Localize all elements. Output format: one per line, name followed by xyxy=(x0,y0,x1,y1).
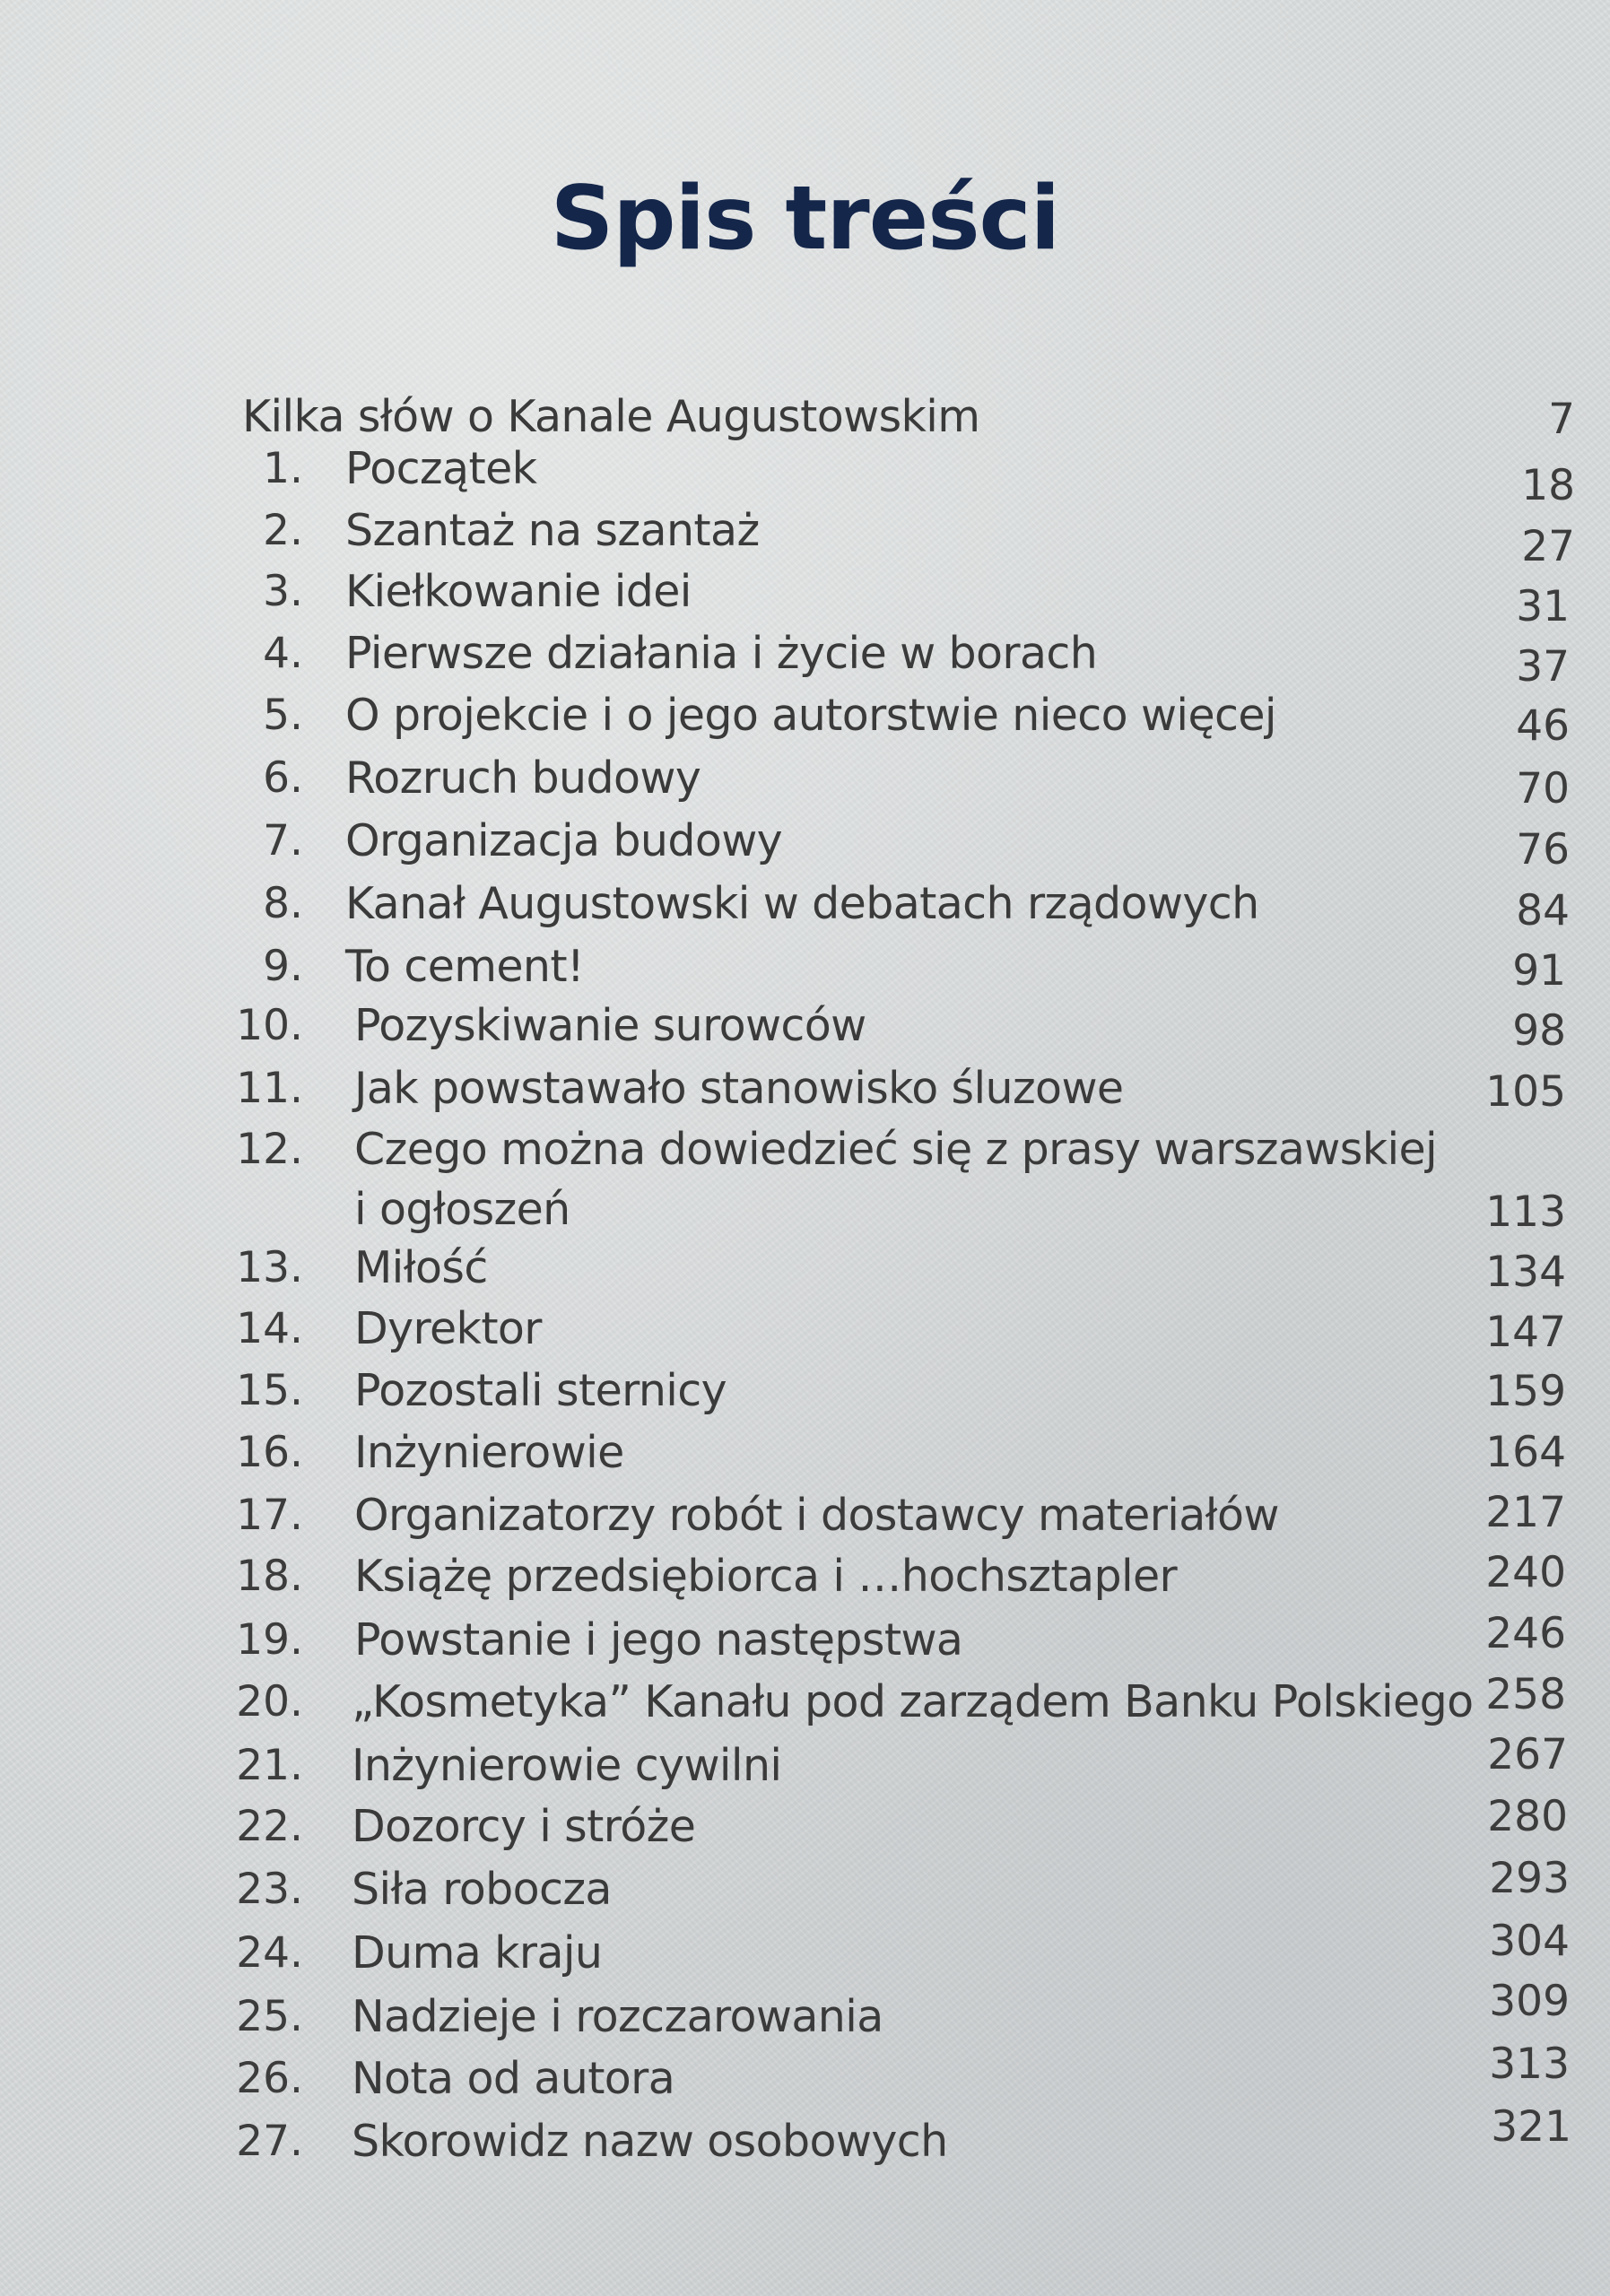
toc-entry-number: 8. xyxy=(263,879,303,928)
toc-entry-number: 1. xyxy=(263,444,303,493)
toc-entry-page-number: 7 xyxy=(1548,395,1575,444)
toc-entry-page-number: 134 xyxy=(1485,1248,1566,1297)
toc-entry-page-number: 217 xyxy=(1485,1488,1566,1537)
toc-entry-title: „Kosmetyka” Kanału pod zarządem Banku Polskiego xyxy=(352,1676,1474,1727)
toc-entry-number: 25. xyxy=(236,1992,303,2041)
toc-entry-number: 24. xyxy=(236,1928,303,1978)
toc-entry-page-number: 240 xyxy=(1485,1548,1566,1597)
toc-entry-title: Nota od autora xyxy=(352,2053,675,2104)
toc-entry-number: 16. xyxy=(236,1428,303,1477)
toc-entry-page-number: 159 xyxy=(1485,1367,1566,1416)
toc-entry-title: To cement! xyxy=(345,941,585,992)
toc-entry-title-continued: i ogłoszeń xyxy=(354,1184,570,1235)
toc-entry-title: Organizacja budowy xyxy=(345,815,783,866)
toc-entry-page-number: 313 xyxy=(1489,2039,1570,2089)
toc-entry-page-number: 258 xyxy=(1485,1670,1566,1719)
toc-entry-page-number: 46 xyxy=(1516,701,1570,751)
toc-entry-page-number: 31 xyxy=(1516,582,1570,631)
toc-entry-title: Kiełkowanie idei xyxy=(345,566,692,617)
toc-entry-title: Pozyskiwanie surowców xyxy=(354,1000,866,1051)
toc-entry-title: Książę przedsiębiorca i …hochsztapler xyxy=(354,1551,1178,1602)
toc-entry-title: Inżynierowie cywilni xyxy=(352,1740,782,1791)
toc-entry-page-number: 309 xyxy=(1489,1977,1570,2026)
toc-entry-title: Nadzieje i rozczarowania xyxy=(352,1991,883,2042)
toc-entry-number: 3. xyxy=(263,567,303,616)
toc-entry-page-number: 91 xyxy=(1512,946,1566,996)
toc-entry-page-number: 70 xyxy=(1516,764,1570,813)
toc-entry-number: 15. xyxy=(236,1366,303,1415)
toc-entry-page-number: 321 xyxy=(1491,2102,1571,2152)
toc-entry-page-number: 280 xyxy=(1487,1792,1568,1841)
toc-entry-page-number: 98 xyxy=(1512,1006,1566,1056)
toc-entry-title: Organizatorzy robót i dostawcy materiałów xyxy=(354,1490,1279,1541)
toc-entry-title: Inżynierowie xyxy=(354,1427,624,1478)
toc-entry-number: 20. xyxy=(236,1677,303,1726)
toc-entry-page-number: 105 xyxy=(1485,1067,1566,1117)
toc-entry-number: 2. xyxy=(263,506,303,555)
page-title: Spis treści xyxy=(550,168,1060,270)
toc-entry-title: Pierwsze działania i życie w borach xyxy=(345,628,1098,679)
toc-entry-page-number: 147 xyxy=(1485,1308,1566,1357)
toc-entry-page-number: 18 xyxy=(1521,461,1575,510)
toc-entry-number: 9. xyxy=(263,942,303,991)
toc-entry-page-number: 84 xyxy=(1516,886,1570,935)
toc-entry-title: Początek xyxy=(345,443,537,494)
toc-entry-title: Rozruch budowy xyxy=(345,752,701,804)
toc-entry-page-number: 113 xyxy=(1485,1187,1566,1237)
toc-entry-number: 22. xyxy=(236,1802,303,1851)
toc-entry-title: Szantaż na szantaż xyxy=(345,505,760,556)
toc-entry-title: Dyrektor xyxy=(354,1303,542,1354)
toc-entry-page-number: 304 xyxy=(1489,1917,1570,1966)
toc-entry-page-number: 37 xyxy=(1516,642,1570,691)
toc-entry-number: 21. xyxy=(236,1741,303,1790)
toc-entry-number: 6. xyxy=(263,753,303,803)
toc-entry-number: 7. xyxy=(263,816,303,865)
toc-entry-number: 13. xyxy=(236,1243,303,1292)
toc-entry-title: Czego można dowiedzieć się z prasy warszawskiej xyxy=(354,1124,1438,1175)
toc-entry-number: 11. xyxy=(236,1064,303,1113)
toc-entry-number: 26. xyxy=(236,2054,303,2103)
toc-entry-title: Siła robocza xyxy=(352,1864,612,1915)
toc-entry-title: Powstanie i jego następstwa xyxy=(354,1614,963,1665)
toc-entry-title: Skorowidz nazw osobowych xyxy=(352,2116,948,2167)
toc-entry-number: 18. xyxy=(236,1552,303,1601)
toc-entry-number: 23. xyxy=(236,1865,303,1914)
toc-entry-title: Miłość xyxy=(354,1242,488,1293)
toc-entry-number: 17. xyxy=(236,1491,303,1540)
toc-entry-number: 5. xyxy=(263,691,303,740)
toc-entry-number: 19. xyxy=(236,1615,303,1665)
toc-entry-number: 12. xyxy=(236,1125,303,1174)
toc-entry-title: Duma kraju xyxy=(352,1927,603,1979)
toc-entry-number: 14. xyxy=(236,1304,303,1353)
toc-entry-title: Pozostali sternicy xyxy=(354,1365,727,1416)
toc-entry-page-number: 293 xyxy=(1489,1854,1570,1903)
toc-entry-page-number: 246 xyxy=(1485,1609,1566,1658)
toc-entry-title: Kanał Augustowski w debatach rządowych xyxy=(345,878,1259,929)
toc-entry-page-number: 164 xyxy=(1485,1428,1566,1477)
toc-entry-page-number: 27 xyxy=(1521,522,1575,571)
toc-entry-page-number: 267 xyxy=(1487,1730,1568,1779)
toc-entry-number: 10. xyxy=(236,1001,303,1050)
toc-entry-title: O projekcie i o jego autorstwie nieco więcej xyxy=(345,690,1276,741)
toc-entry-title: Jak powstawało stanowisko śluzowe xyxy=(354,1063,1124,1114)
toc-entry-title: Dozorcy i stróże xyxy=(352,1801,696,1852)
toc-entry-title: Kilka słów o Kanale Augustowskim xyxy=(242,391,980,442)
toc-entry-number: 4. xyxy=(263,629,303,678)
toc-entry-number: 27. xyxy=(236,2117,303,2166)
toc-entry-page-number: 76 xyxy=(1516,825,1570,874)
